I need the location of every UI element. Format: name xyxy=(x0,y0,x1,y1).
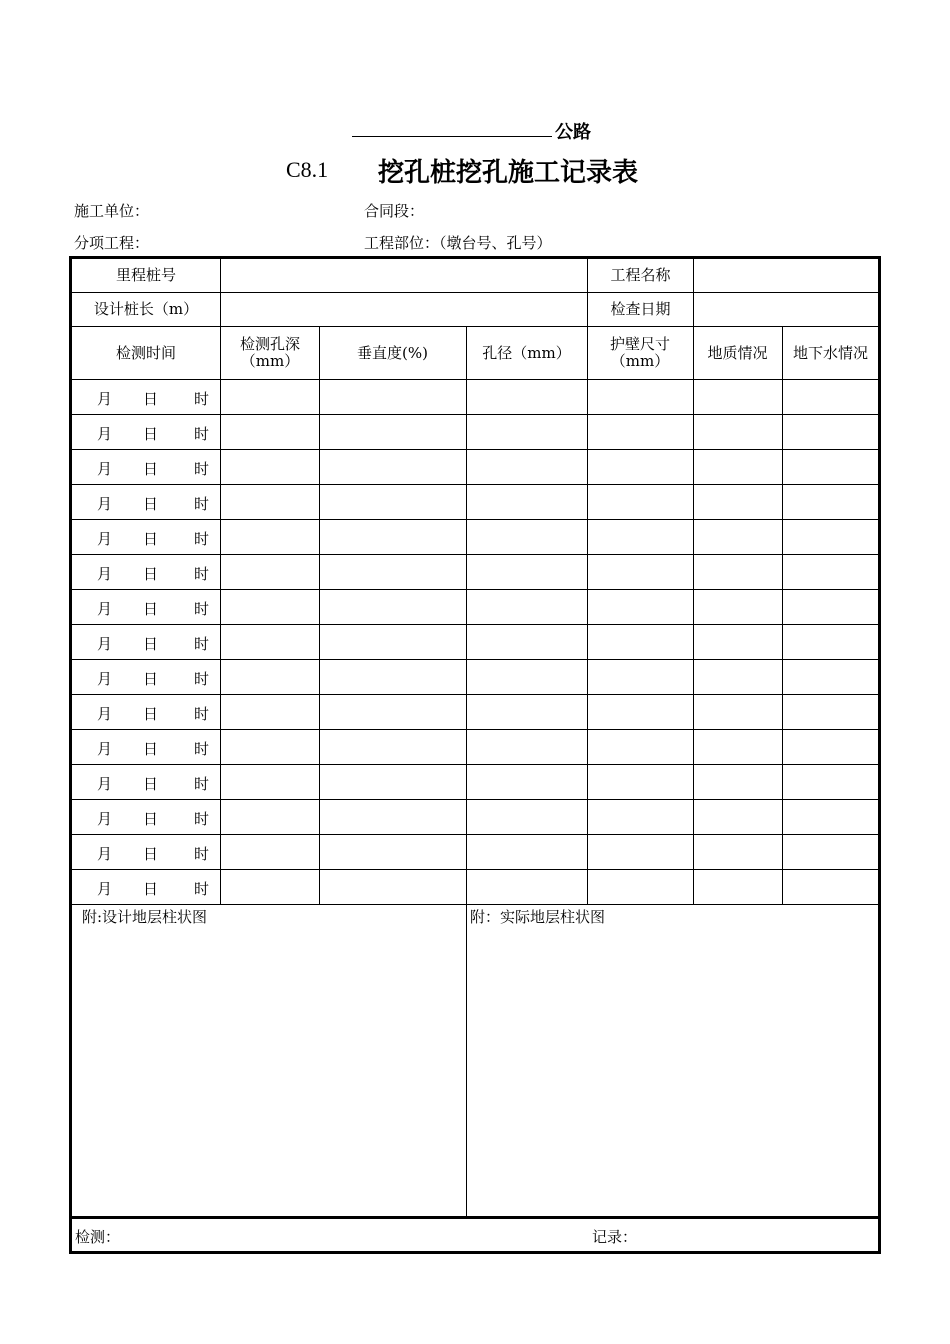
time-row-day: 日 xyxy=(143,460,159,478)
row-divider xyxy=(72,624,878,625)
time-row-hour: 时 xyxy=(194,565,210,583)
col-header-depth: 检测孔深（mm） xyxy=(239,335,300,370)
attachment-bottom-border xyxy=(72,1216,878,1219)
time-row-month: 月 xyxy=(97,460,113,478)
design-strata-label: 附:设计地层柱状图 xyxy=(82,908,208,926)
record-table xyxy=(69,256,881,1254)
time-row-day: 日 xyxy=(143,600,159,618)
row-divider xyxy=(72,869,878,870)
row-divider xyxy=(72,554,878,555)
row-divider xyxy=(72,414,878,415)
time-row-day: 日 xyxy=(143,495,159,513)
time-row-hour: 时 xyxy=(194,425,210,443)
row-divider xyxy=(72,292,878,293)
sub-project-label: 分项工程： xyxy=(74,234,150,252)
time-row-month: 月 xyxy=(97,530,113,548)
contract-section-label: 合同段： xyxy=(364,202,425,220)
time-row-month: 月 xyxy=(97,425,113,443)
row-divider xyxy=(72,326,878,327)
time-row-day: 日 xyxy=(143,705,159,723)
form-code: C8.1 xyxy=(286,157,329,182)
road-name-blank xyxy=(352,136,552,137)
road-suffix: 公路 xyxy=(555,122,591,143)
column-divider xyxy=(587,326,588,904)
row-divider xyxy=(72,834,878,835)
column-divider xyxy=(693,326,694,904)
time-row-day: 日 xyxy=(143,670,159,688)
row-divider xyxy=(72,449,878,450)
design-length-label: 设计桩长（m） xyxy=(93,300,199,318)
time-row-hour: 时 xyxy=(194,740,210,758)
time-row-month: 月 xyxy=(97,670,113,688)
time-row-month: 月 xyxy=(97,600,113,618)
row-divider xyxy=(72,799,878,800)
row-divider xyxy=(72,589,878,590)
column-divider xyxy=(220,379,221,904)
time-row-hour: 时 xyxy=(194,775,210,793)
time-row-day: 日 xyxy=(143,425,159,443)
time-row-month: 月 xyxy=(97,880,113,898)
time-row-month: 月 xyxy=(97,635,113,653)
column-divider xyxy=(220,259,221,379)
time-row-day: 日 xyxy=(143,565,159,583)
time-row-hour: 时 xyxy=(194,600,210,618)
time-row-hour: 时 xyxy=(194,495,210,513)
attachment-divider xyxy=(466,904,467,1217)
column-divider xyxy=(587,259,588,326)
time-row-day: 日 xyxy=(143,635,159,653)
project-name-label: 工程名称 xyxy=(610,266,671,284)
time-row-month: 月 xyxy=(97,775,113,793)
time-row-day: 日 xyxy=(143,775,159,793)
time-row-day: 日 xyxy=(143,530,159,548)
time-row-day: 日 xyxy=(143,390,159,408)
inspector-label: 检测： xyxy=(75,1228,121,1246)
row-divider xyxy=(72,904,878,905)
row-divider xyxy=(72,484,878,485)
time-row-month: 月 xyxy=(97,740,113,758)
col-header-groundwater: 地下水情况 xyxy=(792,343,868,362)
column-divider xyxy=(319,326,320,904)
time-row-hour: 时 xyxy=(194,670,210,688)
row-divider xyxy=(72,729,878,730)
time-row-hour: 时 xyxy=(194,810,210,828)
column-divider xyxy=(693,259,694,326)
col-header-diameter: 孔径（mm） xyxy=(482,343,571,362)
time-row-month: 月 xyxy=(97,495,113,513)
time-row-day: 日 xyxy=(143,880,159,898)
row-divider xyxy=(72,694,878,695)
actual-strata-label: 附：实际地层柱状图 xyxy=(470,908,606,926)
time-row-month: 月 xyxy=(97,705,113,723)
row-divider xyxy=(72,519,878,520)
col-header-wall: 护壁尺寸（mm） xyxy=(609,335,670,370)
time-row-month: 月 xyxy=(97,390,113,408)
check-date-label: 检查日期 xyxy=(610,300,671,318)
time-row-day: 日 xyxy=(143,845,159,863)
time-row-month: 月 xyxy=(97,810,113,828)
time-row-hour: 时 xyxy=(194,460,210,478)
time-row-day: 日 xyxy=(143,740,159,758)
column-divider xyxy=(466,326,467,904)
col-header-geology: 地质情况 xyxy=(707,343,768,362)
mileage-label: 里程桩号 xyxy=(115,266,176,284)
construction-unit-label: 施工单位： xyxy=(74,202,150,220)
time-row-hour: 时 xyxy=(194,530,210,548)
time-row-hour: 时 xyxy=(194,845,210,863)
time-row-hour: 时 xyxy=(194,390,210,408)
time-row-month: 月 xyxy=(97,565,113,583)
time-row-hour: 时 xyxy=(194,635,210,653)
time-row-hour: 时 xyxy=(194,880,210,898)
col-header-verticality: 垂直度(%) xyxy=(357,343,428,362)
page-title: 挖孔桩挖孔施工记录表 xyxy=(378,158,639,188)
column-divider xyxy=(782,326,783,904)
recorder-label: 记录： xyxy=(592,1228,638,1246)
col-header-time: 检测时间 xyxy=(115,343,176,362)
row-divider xyxy=(72,379,878,380)
time-row-hour: 时 xyxy=(194,705,210,723)
time-row-month: 月 xyxy=(97,845,113,863)
time-row-day: 日 xyxy=(143,810,159,828)
project-part-label: 工程部位：（墩台号、孔号） xyxy=(364,234,552,252)
row-divider xyxy=(72,764,878,765)
row-divider xyxy=(72,659,878,660)
